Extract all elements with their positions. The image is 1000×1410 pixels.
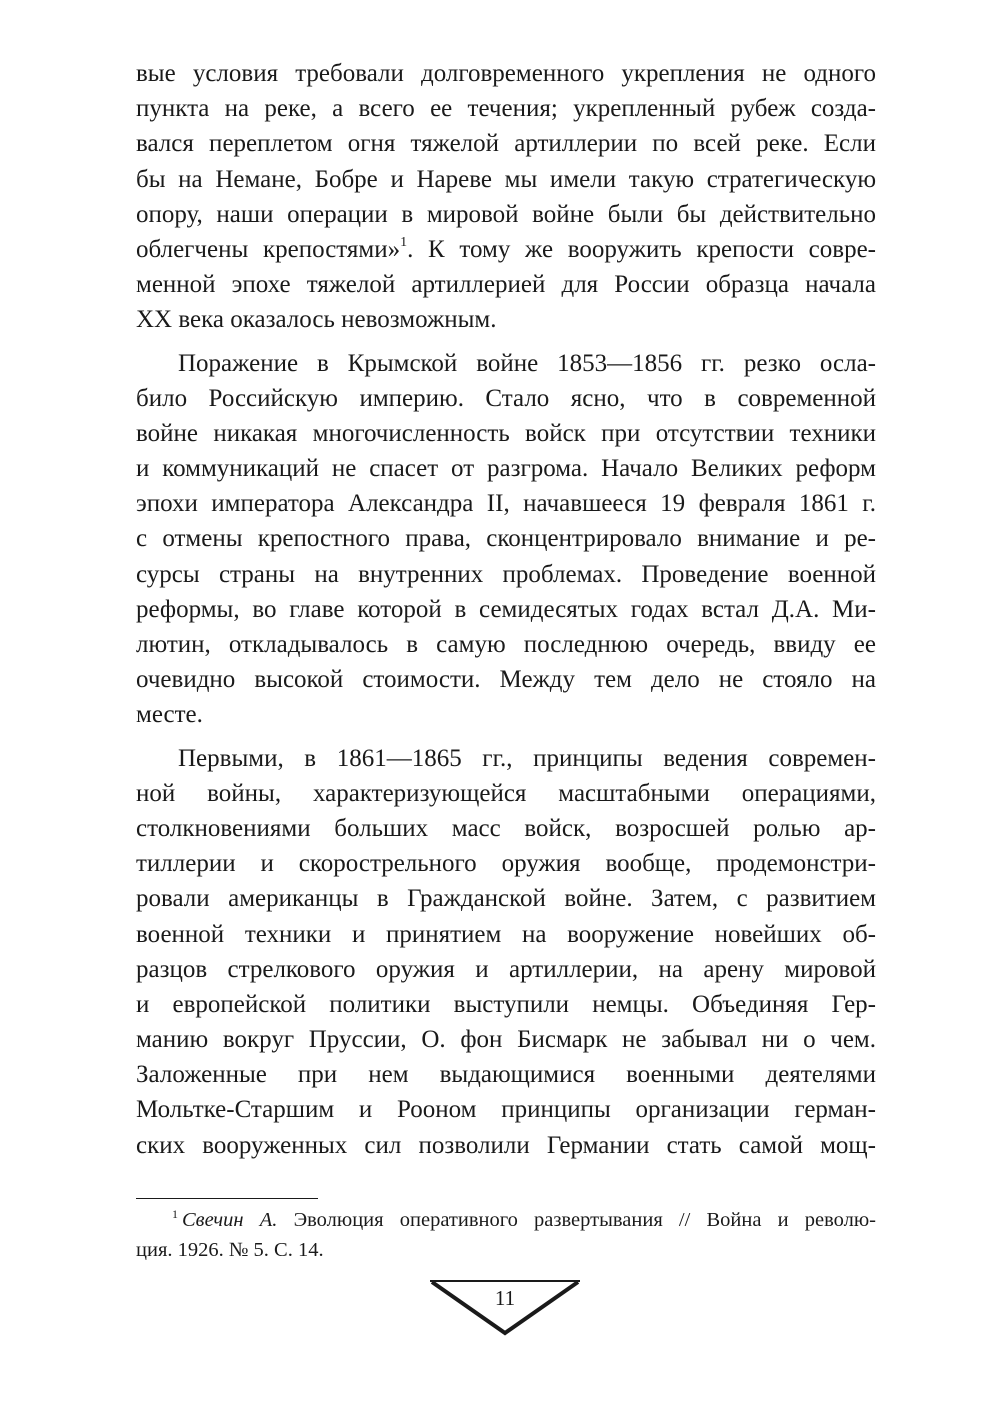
text-line: вался переплетом огня тяжелой артиллерии по всей реке. Если bbox=[136, 130, 876, 158]
text-line: манию вокруг Пруссии, О. фон Бисмарк не забывал ни о чем. bbox=[136, 1026, 876, 1054]
text-line-with-footnote bbox=[136, 232, 876, 267]
text-line: ной войны, характеризующейся масштабными операциями, bbox=[136, 779, 876, 807]
text-line: очевидно высокой стоимости. Между тем дело не стояло на bbox=[136, 666, 876, 694]
text-line: с отмены крепостного права, сконцентрировало внимание и ре- bbox=[136, 525, 876, 553]
text-line: Поражение в Крымской войне 1853—1856 гг. резко осла- bbox=[178, 349, 876, 377]
text-line: ровали американцы в Гражданской войне. Затем, с развитием bbox=[136, 885, 876, 913]
text-line: столкновениями больших масс войск, возросшей ролью ар- bbox=[136, 814, 876, 842]
text-line: бы на Немане, Бобре и Нареве мы имели такую стратегическую bbox=[136, 165, 876, 193]
footnote-line bbox=[136, 1205, 876, 1235]
footnote-separator bbox=[136, 1198, 318, 1199]
text-line: пункта на реке, а всего ее течения; укрепленный рубеж созда- bbox=[136, 95, 876, 123]
text-line: XX века оказалось невозможным. bbox=[136, 306, 497, 334]
page-number: 11 bbox=[494, 1286, 516, 1310]
text-line: и коммуникаций не спасет от разгрома. Начало Великих реформ bbox=[136, 455, 876, 483]
text-line: тиллерии и скорострельного оружия вообще, продемонстри- bbox=[136, 850, 876, 878]
paragraph-2 bbox=[136, 346, 876, 733]
text-line: разцов стрелкового оружия и артиллерии, на арену мировой bbox=[136, 955, 876, 983]
text-line: лютин, откладывалось в самую последнюю очередь, ввиду ее bbox=[136, 631, 876, 658]
text-line: Мольтке-Старшим и Рооном принципы организации герман- bbox=[136, 1096, 876, 1124]
text-line: Заложенные при нем выдающимися военными деятелями bbox=[136, 1061, 876, 1089]
text-line: ских вооруженных сил позволили Германии стать самой мощ- bbox=[136, 1131, 876, 1159]
main-text bbox=[136, 56, 876, 1163]
text-line: опору, наши операции в мировой войне были бы действительно bbox=[136, 200, 876, 228]
paragraph-spacer bbox=[136, 338, 876, 346]
text-line: вые условия требовали долговременного укрепления не одного bbox=[136, 60, 876, 87]
footnote bbox=[136, 1205, 876, 1265]
text-fragment: облегчены крепостями» bbox=[136, 235, 401, 263]
text-line: реформы, во главе которой в семидесятых годах встал Д.А. Ми- bbox=[136, 595, 876, 623]
footnote-marker: 1 bbox=[172, 1207, 178, 1222]
text-line: войне никакая многочисленность войск при отсутствии техники bbox=[136, 419, 876, 447]
footnote-line: ция. 1926. № 5. С. 14. bbox=[136, 1239, 324, 1261]
text-fragment: . К тому же вооружить крепости совре- bbox=[407, 235, 877, 263]
paragraph-spacer bbox=[136, 733, 876, 741]
text-line: военной техники и принятием на вооружение новейших об- bbox=[136, 920, 876, 948]
page-number-ornament bbox=[430, 1280, 580, 1336]
text-line: Первыми, в 1861—1865 гг., принципы ведения современ- bbox=[178, 744, 876, 772]
text-line: менной эпохе тяжелой артиллерией для России образца начала bbox=[136, 271, 876, 299]
text-line: и европейской политики выступили немцы. Объединяя Гер- bbox=[136, 990, 876, 1018]
text-line: эпохи императора Александра II, начавшееся 19 февраля 1861 г. bbox=[136, 490, 876, 518]
footnote-author: Свечин А. bbox=[182, 1209, 278, 1231]
text-line: било Российскую империю. Стало ясно, что в современной bbox=[136, 384, 876, 412]
footnote-reference[interactable]: 1 bbox=[400, 234, 408, 250]
paragraph-1 bbox=[136, 56, 876, 338]
paragraph-3 bbox=[136, 741, 876, 1163]
text-line: месте. bbox=[136, 701, 203, 729]
footnote-text: Эволюция оперативного развертывания // Война и револю- bbox=[277, 1209, 877, 1231]
text-line: сурсы страны на внутренних проблемах. Проведение военной bbox=[136, 560, 876, 588]
